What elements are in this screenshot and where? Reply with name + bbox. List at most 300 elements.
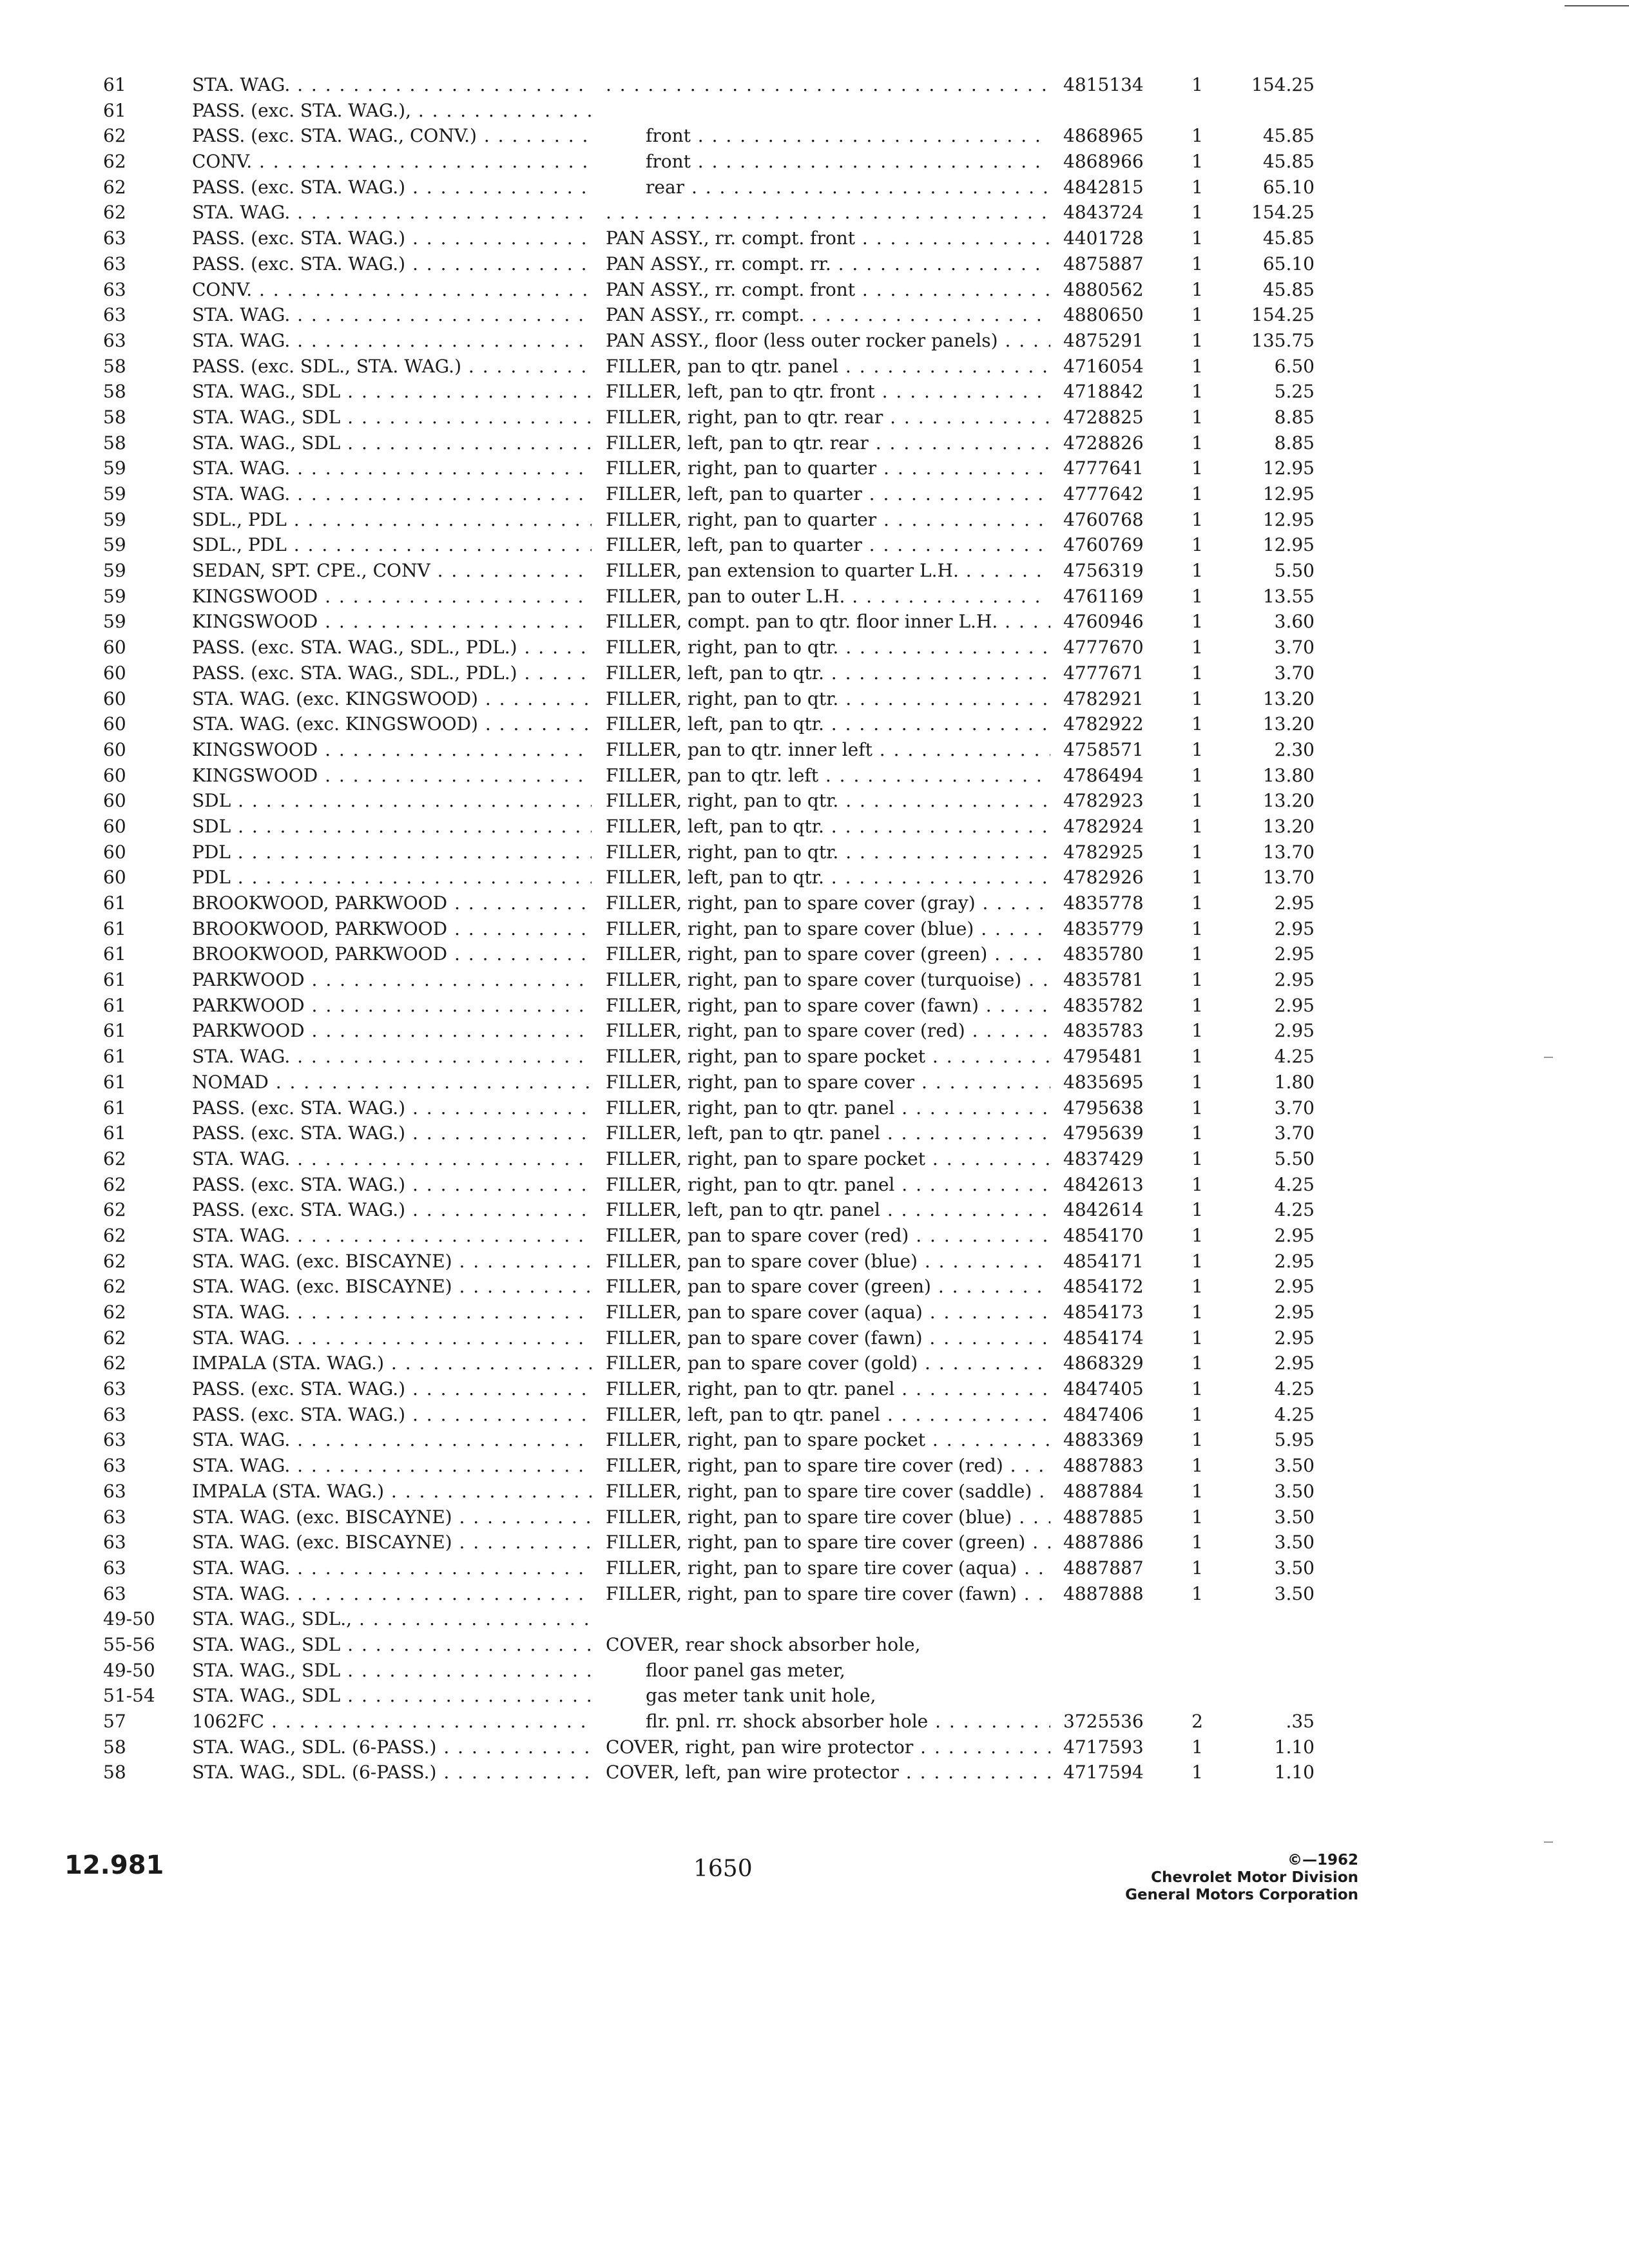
- part-description-cell: FILLER, pan extension to quarter L.H. . . .: [606, 558, 1050, 584]
- model-year-cell: 61: [103, 74, 126, 95]
- quantity-cell: 1: [1191, 1506, 1203, 1528]
- model-cell: SDL . . .: [192, 814, 592, 840]
- price-cell: 12.95: [1262, 457, 1315, 479]
- table-row: [0, 1683, 1629, 1709]
- price-cell: 13.20: [1262, 790, 1315, 812]
- model-year-cell: 61: [103, 892, 126, 914]
- model-year-cell: 62: [103, 1276, 126, 1298]
- part-description-cell: PAN ASSY., rr. compt. . . .: [606, 302, 1050, 328]
- model-cell: CONV. . . .: [192, 149, 592, 175]
- table-row: [0, 98, 1629, 124]
- quantity-cell: 1: [1191, 560, 1203, 582]
- price-cell: 13.55: [1262, 585, 1315, 607]
- table-row: [0, 1760, 1629, 1785]
- quantity-cell: 1: [1191, 1224, 1203, 1246]
- part-number-cell: 4837429: [1063, 1148, 1144, 1169]
- model-cell: STA. WAG. . . .: [192, 1300, 592, 1325]
- table-row: [0, 1070, 1629, 1095]
- quantity-cell: 1: [1191, 329, 1203, 351]
- part-number-cell: 4728825: [1063, 406, 1144, 428]
- model-cell: PASS. (exc. STA. WAG.) . . .: [192, 1376, 592, 1402]
- table-row: [0, 1632, 1629, 1658]
- part-description-cell: FILLER, pan to spare cover (blue) . . .: [606, 1249, 1050, 1274]
- part-description-cell: FILLER, right, pan to spare pocket . . .: [606, 1427, 1050, 1453]
- model-cell: STA. WAG., SDL . . .: [192, 1658, 592, 1684]
- model-cell: PASS. (exc. STA. WAG.) . . .: [192, 1172, 592, 1198]
- price-cell: 2.95: [1274, 1352, 1315, 1374]
- table-row: [0, 1555, 1629, 1581]
- table-row: [0, 1095, 1629, 1121]
- part-description-cell: front . . .: [606, 149, 1050, 175]
- model-year-cell: 63: [103, 1403, 126, 1425]
- model-cell: STA. WAG. . . .: [192, 1325, 592, 1351]
- part-description-cell: [606, 72, 1050, 98]
- quantity-cell: 1: [1191, 1403, 1203, 1425]
- price-cell: 13.70: [1262, 841, 1315, 863]
- model-year-cell: 61: [103, 1097, 126, 1119]
- table-row: [0, 277, 1629, 303]
- price-cell: 3.60: [1274, 611, 1315, 633]
- model-cell: SDL . . .: [192, 788, 592, 814]
- part-number-cell: 4854174: [1063, 1327, 1144, 1349]
- table-row: [0, 430, 1629, 456]
- price-cell: 2.95: [1274, 1224, 1315, 1246]
- quantity-cell: 1: [1191, 202, 1203, 224]
- model-cell: STA. WAG., SDL . . .: [192, 1683, 592, 1709]
- part-description-cell: FILLER, right, pan to spare cover (green) . . .: [606, 941, 1050, 967]
- part-number-cell: 4842614: [1063, 1199, 1144, 1221]
- part-description-cell: PAN ASSY., rr. compt. front . . .: [606, 277, 1050, 303]
- part-number-cell: 4835695: [1063, 1071, 1144, 1093]
- quantity-cell: 1: [1191, 892, 1203, 914]
- price-cell: 65.10: [1262, 253, 1315, 274]
- model-year-cell: 49-50: [103, 1608, 155, 1630]
- model-cell: PASS. (exc. STA. WAG.) . . .: [192, 175, 592, 200]
- part-number-cell: 4782921: [1063, 687, 1144, 709]
- table-row: [0, 635, 1629, 660]
- table-row: [0, 354, 1629, 380]
- model-year-cell: 62: [103, 1148, 126, 1169]
- model-cell: KINGSWOOD . . .: [192, 609, 592, 635]
- quantity-cell: 1: [1191, 637, 1203, 658]
- part-description-cell: gas meter tank unit hole,: [646, 1685, 876, 1707]
- quantity-cell: 1: [1191, 1352, 1203, 1374]
- price-cell: 8.85: [1274, 406, 1315, 428]
- part-number-cell: 4847406: [1063, 1403, 1144, 1425]
- table-row: [0, 1581, 1629, 1607]
- price-cell: 13.70: [1262, 867, 1315, 889]
- quantity-cell: 1: [1191, 1148, 1203, 1169]
- model-year-cell: 58: [103, 1736, 126, 1758]
- part-number-cell: 4835779: [1063, 918, 1144, 939]
- table-row: [0, 660, 1629, 686]
- part-number-cell: 4761169: [1063, 585, 1144, 607]
- table-row: [0, 251, 1629, 277]
- table-row: [0, 405, 1629, 430]
- price-cell: 6.50: [1274, 355, 1315, 377]
- model-year-cell: 62: [103, 1327, 126, 1349]
- quantity-cell: 1: [1191, 1557, 1203, 1579]
- quantity-cell: 1: [1191, 1480, 1203, 1502]
- part-description-cell: FILLER, right, pan to qtr. panel . . .: [606, 1095, 1050, 1121]
- table-row: [0, 1044, 1629, 1070]
- table-row: [0, 558, 1629, 584]
- model-year-cell: 61: [103, 969, 126, 991]
- quantity-cell: 1: [1191, 1276, 1203, 1298]
- table-row: [0, 1427, 1629, 1453]
- quantity-cell: 1: [1191, 508, 1203, 530]
- model-year-cell: 58: [103, 1762, 126, 1783]
- scan-mark: [1544, 1841, 1553, 1843]
- part-description-cell: floor panel gas meter,: [646, 1659, 845, 1681]
- part-description-cell: PAN ASSY., rr. compt. front . . .: [606, 226, 1050, 251]
- model-year-cell: 49-50: [103, 1659, 155, 1681]
- table-row: [0, 711, 1629, 737]
- model-cell: NOMAD . . .: [192, 1070, 592, 1095]
- part-description-cell: COVER, right, pan wire protector . . .: [606, 1735, 1050, 1760]
- part-number-cell: 4401728: [1063, 227, 1144, 249]
- quantity-cell: 1: [1191, 918, 1203, 939]
- price-cell: 12.95: [1262, 534, 1315, 556]
- table-row: [0, 788, 1629, 814]
- part-number-cell: 4777671: [1063, 662, 1144, 684]
- part-description-cell: FILLER, left, pan to qtr. . . .: [606, 660, 1050, 686]
- part-description-cell: FILLER, left, pan to qtr. . . .: [606, 814, 1050, 840]
- model-cell: KINGSWOOD . . .: [192, 737, 592, 763]
- part-number-cell: 4835781: [1063, 969, 1144, 991]
- table-row: [0, 1453, 1629, 1479]
- table-row: [0, 532, 1629, 558]
- price-cell: 4.25: [1274, 1403, 1315, 1425]
- part-description-cell: FILLER, pan to qtr. panel . . .: [606, 354, 1050, 380]
- price-cell: 45.85: [1262, 227, 1315, 249]
- quantity-cell: 1: [1191, 1736, 1203, 1758]
- part-number-cell: 3725536: [1063, 1711, 1144, 1732]
- model-cell: PDL . . .: [192, 840, 592, 865]
- part-description-cell: [606, 200, 1050, 226]
- part-description-cell: FILLER, right, pan to qtr. rear . . .: [606, 405, 1050, 430]
- model-cell: IMPALA (STA. WAG.) . . .: [192, 1479, 592, 1504]
- model-cell: SEDAN, SPT. CPE., CONV . . .: [192, 558, 592, 584]
- quantity-cell: 1: [1191, 764, 1203, 786]
- part-description-cell: FILLER, left, pan to quarter . . .: [606, 532, 1050, 558]
- model-year-cell: 61: [103, 1046, 126, 1068]
- model-cell: BROOKWOOD, PARKWOOD . . .: [192, 890, 592, 916]
- quantity-cell: 1: [1191, 432, 1203, 454]
- quantity-cell: 1: [1191, 1199, 1203, 1221]
- quantity-cell: 1: [1191, 278, 1203, 300]
- part-description-cell: FILLER, left, pan to qtr. . . .: [606, 711, 1050, 737]
- quantity-cell: 1: [1191, 1455, 1203, 1477]
- table-row: [0, 507, 1629, 533]
- model-cell: KINGSWOOD . . .: [192, 584, 592, 610]
- model-cell: PASS. (exc. STA. WAG., SDL., PDL.) . . .: [192, 660, 592, 686]
- part-number-cell: 4835783: [1063, 1020, 1144, 1042]
- quantity-cell: 1: [1191, 1429, 1203, 1451]
- model-year-cell: 60: [103, 790, 126, 812]
- model-cell: PARKWOOD . . .: [192, 1018, 592, 1044]
- publisher-line-2: General Motors Corporation: [1125, 1887, 1358, 1903]
- part-number-cell: 4777641: [1063, 457, 1144, 479]
- table-row: [0, 1172, 1629, 1198]
- model-year-cell: 61: [103, 1020, 126, 1042]
- price-cell: 2.30: [1274, 738, 1315, 760]
- quantity-cell: 1: [1191, 1378, 1203, 1400]
- table-row: [0, 379, 1629, 405]
- table-row: [0, 814, 1629, 840]
- model-year-cell: 63: [103, 1557, 126, 1579]
- price-cell: 154.25: [1251, 74, 1315, 95]
- model-year-cell: 61: [103, 918, 126, 939]
- quantity-cell: 1: [1191, 1020, 1203, 1042]
- model-year-cell: 59: [103, 457, 126, 479]
- part-number-cell: 4728826: [1063, 432, 1144, 454]
- table-row: [0, 941, 1629, 967]
- part-description-cell: FILLER, right, pan to quarter . . .: [606, 456, 1050, 481]
- table-row: [0, 737, 1629, 763]
- model-year-cell: 63: [103, 1480, 126, 1502]
- part-number-cell: 4795638: [1063, 1097, 1144, 1119]
- model-cell: STA. WAG. (exc. BISCAYNE) . . .: [192, 1249, 592, 1274]
- part-number-cell: 4880650: [1063, 304, 1144, 326]
- part-description-cell: FILLER, left, pan to qtr. . . .: [606, 865, 1050, 890]
- part-description-cell: FILLER, right, pan to quarter . . .: [606, 507, 1050, 533]
- model-cell: STA. WAG., SDL., . . .: [192, 1606, 592, 1632]
- price-cell: 2.95: [1274, 1327, 1315, 1349]
- part-description-cell: FILLER, right, pan to spare pocket . . .: [606, 1146, 1050, 1172]
- model-year-cell: 60: [103, 738, 126, 760]
- quantity-cell: 1: [1191, 1532, 1203, 1553]
- table-row: [0, 967, 1629, 993]
- part-description-cell: FILLER, pan to spare cover (red) . . .: [606, 1223, 1050, 1249]
- table-row: [0, 840, 1629, 865]
- part-number-cell: 4847405: [1063, 1378, 1144, 1400]
- quantity-cell: 1: [1191, 1302, 1203, 1323]
- model-year-cell: 61: [103, 994, 126, 1016]
- model-year-cell: 58: [103, 406, 126, 428]
- price-cell: 3.50: [1274, 1582, 1315, 1604]
- price-cell: 2.95: [1274, 918, 1315, 939]
- part-number-cell: 4782922: [1063, 713, 1144, 735]
- quantity-cell: 1: [1191, 74, 1203, 95]
- price-cell: 8.85: [1274, 432, 1315, 454]
- quantity-cell: 1: [1191, 611, 1203, 633]
- model-year-cell: 62: [103, 1352, 126, 1374]
- table-row: [0, 328, 1629, 354]
- table-row: [0, 993, 1629, 1019]
- model-year-cell: 63: [103, 304, 126, 326]
- model-cell: PASS. (exc. STA. WAG.) . . .: [192, 226, 592, 251]
- model-cell: KINGSWOOD . . .: [192, 763, 592, 789]
- page-number: 1650: [693, 1856, 753, 1882]
- price-cell: 3.50: [1274, 1506, 1315, 1528]
- part-number-cell: 4887883: [1063, 1455, 1144, 1477]
- quantity-cell: 1: [1191, 1122, 1203, 1144]
- model-cell: PDL . . .: [192, 865, 592, 890]
- part-number-cell: 4782924: [1063, 815, 1144, 837]
- model-cell: STA. WAG., SDL . . .: [192, 379, 592, 405]
- part-number-cell: 4868966: [1063, 151, 1144, 173]
- model-cell: STA. WAG. (exc. KINGSWOOD) . . .: [192, 711, 592, 737]
- table-row: [0, 1325, 1629, 1351]
- part-number-cell: 4842815: [1063, 176, 1144, 198]
- quantity-cell: 1: [1191, 815, 1203, 837]
- part-number-cell: 4875291: [1063, 329, 1144, 351]
- model-year-cell: 57: [103, 1711, 126, 1732]
- model-cell: STA. WAG., SDL . . .: [192, 430, 592, 456]
- part-description-cell: FILLER, pan to spare cover (gold) . . .: [606, 1350, 1050, 1376]
- part-description-cell: FILLER, left, pan to qtr. rear . . .: [606, 430, 1050, 456]
- part-number-cell: 4887888: [1063, 1582, 1144, 1604]
- quantity-cell: 1: [1191, 253, 1203, 274]
- part-description-cell: FILLER, pan to qtr. left . . .: [606, 763, 1050, 789]
- model-year-cell: 59: [103, 560, 126, 582]
- model-cell: PASS. (exc. STA. WAG.) . . .: [192, 1402, 592, 1428]
- quantity-cell: 1: [1191, 381, 1203, 403]
- part-number-cell: 4854173: [1063, 1302, 1144, 1323]
- price-cell: 1.10: [1274, 1762, 1315, 1783]
- table-row: [0, 1146, 1629, 1172]
- price-cell: 13.20: [1262, 687, 1315, 709]
- model-year-cell: 51-54: [103, 1685, 155, 1707]
- quantity-cell: 1: [1191, 1046, 1203, 1068]
- part-description-cell: rear . . .: [606, 175, 1050, 200]
- model-cell: PASS. (exc. STA. WAG., SDL., PDL.) . . .: [192, 635, 592, 660]
- part-description-cell: FILLER, right, pan to qtr. panel . . .: [606, 1172, 1050, 1198]
- part-number-cell: 4758571: [1063, 738, 1144, 760]
- price-cell: 2.95: [1274, 892, 1315, 914]
- part-number-cell: 4717594: [1063, 1762, 1144, 1783]
- part-number-cell: 4760768: [1063, 508, 1144, 530]
- part-description-cell: FILLER, left, pan to qtr. front . . .: [606, 379, 1050, 405]
- model-cell: STA. WAG. (exc. BISCAYNE) . . .: [192, 1274, 592, 1300]
- model-cell: STA. WAG. . . .: [192, 1146, 592, 1172]
- part-description-cell: FILLER, right, pan to spare cover . . .: [606, 1070, 1050, 1095]
- section-number: 12.981: [64, 1850, 164, 1880]
- model-year-cell: 60: [103, 662, 126, 684]
- model-year-cell: 58: [103, 381, 126, 403]
- model-cell: SDL., PDL . . .: [192, 507, 592, 533]
- part-number-cell: 4875887: [1063, 253, 1144, 274]
- model-year-cell: 62: [103, 1302, 126, 1323]
- model-cell: STA. WAG. (exc. KINGSWOOD) . . .: [192, 686, 592, 712]
- part-description-cell: FILLER, right, pan to spare tire cover (blue) . . .: [606, 1504, 1050, 1530]
- publisher-line-1: Chevrolet Motor Division: [1151, 1869, 1358, 1886]
- part-description-cell: FILLER, left, pan to qtr. panel . . .: [606, 1402, 1050, 1428]
- model-cell: STA. WAG. . . .: [192, 1581, 592, 1607]
- price-cell: 45.85: [1262, 125, 1315, 147]
- part-description-cell: FILLER, pan to qtr. inner left . . .: [606, 737, 1050, 763]
- model-cell: 1062FC . . .: [192, 1709, 592, 1735]
- model-year-cell: 62: [103, 1199, 126, 1221]
- table-row: [0, 123, 1629, 149]
- table-row: [0, 1658, 1629, 1684]
- model-cell: IMPALA (STA. WAG.) . . .: [192, 1350, 592, 1376]
- part-description-cell: FILLER, right, pan to qtr. . . .: [606, 788, 1050, 814]
- price-cell: 3.50: [1274, 1557, 1315, 1579]
- price-cell: 45.85: [1262, 278, 1315, 300]
- part-description-cell: FILLER, right, pan to qtr. panel . . .: [606, 1376, 1050, 1402]
- model-cell: PASS. (exc. STA. WAG.) . . .: [192, 1095, 592, 1121]
- model-year-cell: 62: [103, 1250, 126, 1272]
- quantity-cell: 1: [1191, 687, 1203, 709]
- part-number-cell: 4880562: [1063, 278, 1144, 300]
- model-year-cell: 59: [103, 534, 126, 556]
- part-number-cell: 4760946: [1063, 611, 1144, 633]
- part-description-cell: FILLER, compt. pan to qtr. floor inner L.H. . . .: [606, 609, 1050, 635]
- part-description-cell: PAN ASSY., floor (less outer rocker panels) . . .: [606, 328, 1050, 354]
- quantity-cell: 1: [1191, 355, 1203, 377]
- table-row: [0, 1504, 1629, 1530]
- model-cell: SDL., PDL . . .: [192, 532, 592, 558]
- table-row: [0, 1735, 1629, 1760]
- table-row: [0, 865, 1629, 890]
- part-description-cell: FILLER, right, pan to spare cover (turquoise) . . .: [606, 967, 1050, 993]
- table-row: [0, 1530, 1629, 1555]
- model-cell: STA. WAG. . . .: [192, 1453, 592, 1479]
- part-number-cell: 4854172: [1063, 1276, 1144, 1298]
- part-description-cell: PAN ASSY., rr. compt. rr. . . .: [606, 251, 1050, 277]
- part-description-cell: front . . .: [606, 123, 1050, 149]
- model-year-cell: 63: [103, 227, 126, 249]
- table-row: [0, 1249, 1629, 1274]
- model-cell: STA. WAG. . . .: [192, 1044, 592, 1070]
- model-year-cell: 55-56: [103, 1633, 155, 1655]
- price-cell: 2.95: [1274, 1250, 1315, 1272]
- model-cell: PASS. (exc. STA. WAG.), . . .: [192, 98, 592, 124]
- model-year-cell: 63: [103, 1378, 126, 1400]
- model-year-cell: 60: [103, 815, 126, 837]
- part-number-cell: 4782925: [1063, 841, 1144, 863]
- model-cell: PASS. (exc. STA. WAG.) . . .: [192, 251, 592, 277]
- model-year-cell: 58: [103, 355, 126, 377]
- table-row: [0, 1350, 1629, 1376]
- publisher-credit: [1031, 1852, 1358, 1904]
- quantity-cell: 2: [1191, 1711, 1203, 1732]
- quantity-cell: 1: [1191, 969, 1203, 991]
- part-description-cell: FILLER, right, pan to qtr. . . .: [606, 840, 1050, 865]
- table-row: [0, 1223, 1629, 1249]
- price-cell: 4.25: [1274, 1378, 1315, 1400]
- part-number-cell: 4782923: [1063, 790, 1144, 812]
- part-description-cell: FILLER, pan to spare cover (aqua) . . .: [606, 1300, 1050, 1325]
- part-number-cell: 4786494: [1063, 764, 1144, 786]
- table-row: [0, 1300, 1629, 1325]
- table-row: [0, 302, 1629, 328]
- price-cell: 2.95: [1274, 969, 1315, 991]
- table-row: [0, 1402, 1629, 1428]
- model-year-cell: 59: [103, 611, 126, 633]
- price-cell: 3.70: [1274, 637, 1315, 658]
- part-description-cell: FILLER, right, pan to spare pocket . . .: [606, 1044, 1050, 1070]
- quantity-cell: 1: [1191, 406, 1203, 428]
- model-cell: STA. WAG., SDL. (6-PASS.) . . .: [192, 1760, 592, 1785]
- price-cell: 3.50: [1274, 1455, 1315, 1477]
- model-cell: PASS. (exc. STA. WAG.) . . .: [192, 1120, 592, 1146]
- quantity-cell: 1: [1191, 867, 1203, 889]
- model-cell: CONV. . . .: [192, 277, 592, 303]
- model-cell: STA. WAG., SDL . . .: [192, 405, 592, 430]
- quantity-cell: 1: [1191, 1582, 1203, 1604]
- model-year-cell: 63: [103, 1532, 126, 1553]
- quantity-cell: 1: [1191, 738, 1203, 760]
- quantity-cell: 1: [1191, 176, 1203, 198]
- price-cell: 4.25: [1274, 1199, 1315, 1221]
- quantity-cell: 1: [1191, 1762, 1203, 1783]
- quantity-cell: 1: [1191, 585, 1203, 607]
- part-description-cell: FILLER, right, pan to spare tire cover (saddle) . . .: [606, 1479, 1050, 1504]
- price-cell: .35: [1286, 1711, 1315, 1732]
